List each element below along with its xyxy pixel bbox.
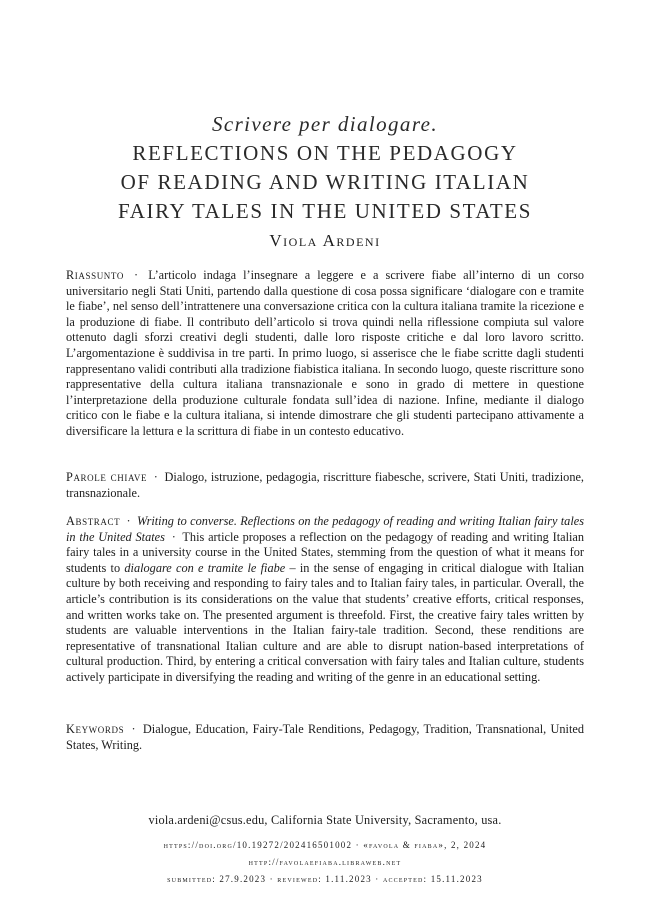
- title-line-2: REFLECTIONS ON THE PEDAGOGY: [132, 141, 518, 165]
- keywords-text: Dialogue, Education, Fairy-Tale Renditions, Pedagogy, Tradition, Transnational, United States, Writing.: [66, 722, 584, 752]
- abstract-text-a: This article proposes a reflection on the pedagogy of reading and writing Italian fairy tales in a university course in the United States, stemming from the question of what it means for students to: [66, 529, 585, 575]
- author-name: Viola Ardeni: [269, 231, 381, 250]
- separator-dot: ·: [153, 470, 158, 484]
- submission-dates: submitted: 27.9.2023 · reviewed: 1.11.2023 · accepted: 15.11.2023: [167, 874, 483, 884]
- title-line-4: FAIRY TALES IN THE UNITED STATES: [118, 199, 532, 223]
- separator-dot: ·: [126, 514, 131, 528]
- doi-line: https://doi.org/10.19272/202416501002 · «favola & fiaba», 2, 2024: [163, 840, 487, 850]
- separator-dot: ·: [171, 529, 176, 544]
- riassunto-label: Riassunto: [66, 268, 124, 282]
- parole-chiave-text: Dialogo, istruzione, pedagogia, riscritture fiabesche, scrivere, Stati Uniti, tradizione, transnazionale.: [66, 470, 585, 500]
- parole-chiave-label: Parole chiave: [66, 470, 148, 484]
- abstract-label: Abstract: [66, 514, 121, 528]
- abstract-italic-phrase: dialogare con e tramite le fiabe: [124, 560, 286, 575]
- article-title: [40, 110, 610, 226]
- separator-dot: ·: [134, 268, 139, 282]
- title-line-1: Scrivere per dialogare.: [211, 112, 438, 136]
- keywords-paragraph: [66, 722, 584, 753]
- riassunto-paragraph: [66, 268, 584, 440]
- abstract-paragraph: [66, 514, 584, 686]
- keywords-label: Keywords: [66, 722, 125, 736]
- parole-chiave-paragraph: [66, 470, 584, 501]
- abstract-text-c: – in the sense of engaging in critical dialogue with Italian culture by both receiving and responding to fairy tales and to Italian fairy tales, in particular. Overall, the article’s contribution is its considerations on the value that students’ creative efforts, critical responses, and written works take on. The presented argument is threefold. First, the creative fairy tales written by students are valuable interventions in the Italian fairy-tale tradition. Second, these renditions are representative of transnational Italian culture and are able to disrupt nation-based interpretations of cultural production. Third, by entering a critical conversation with fairy tales and Italian culture, students actively participate in diversifying the reading and writing of the genre in an educational setting.: [66, 560, 585, 684]
- riassunto-text: L’articolo indaga l’insegnare a leggere e a scrivere fiabe all’interno di un corso universitario negli Stati Uniti, partendo dalla questione di cosa possa significare ‘dialogare con e tramite le fiabe’, nel senso dell’intrattenere una conversazione critica con la cultura italiana tramite la ricezione e la produzione di fiabe. Il contributo dell’articolo si trova quindi nella riflessione compiuta sul valore ottenuto dagli sforzi creativi degli studenti, dalle loro risposte critiche e dal loro lavoro scritto. L’argomentazione è suddivisa in tre parti. In primo luogo, si asserisce che le fiabe scritte dagli studenti rappresentano validi contributi alla tradizione fiabistica italiana. In secondo luogo, queste riscritture sono rappresentative della cultura italiana transnazionale e sono in grado di mettere in questione l’interpretazione della produzione culturale fondata sull’idea di nazione. Infine, mediante il dialogo critico con le fiabe e la cultura italiana, si intende dimostrare che gli studenti partecipano attivamente a diversificare la lettura e la scrittura di fiabe in un contesto educativo.: [66, 268, 585, 438]
- journal-url: http://favolaefiaba.libraweb.net: [248, 857, 402, 867]
- separator-dot: ·: [131, 722, 136, 736]
- abstract-english-title: Writing to converse. Reflections on the pedagogy of reading and writing Italian fairy tales in the United States: [66, 514, 584, 544]
- title-line-3: OF READING AND WRITING ITALIAN: [120, 170, 530, 194]
- author-affiliation: viola.ardeni@csus.edu, California State University, Sacramento, usa.: [148, 813, 502, 827]
